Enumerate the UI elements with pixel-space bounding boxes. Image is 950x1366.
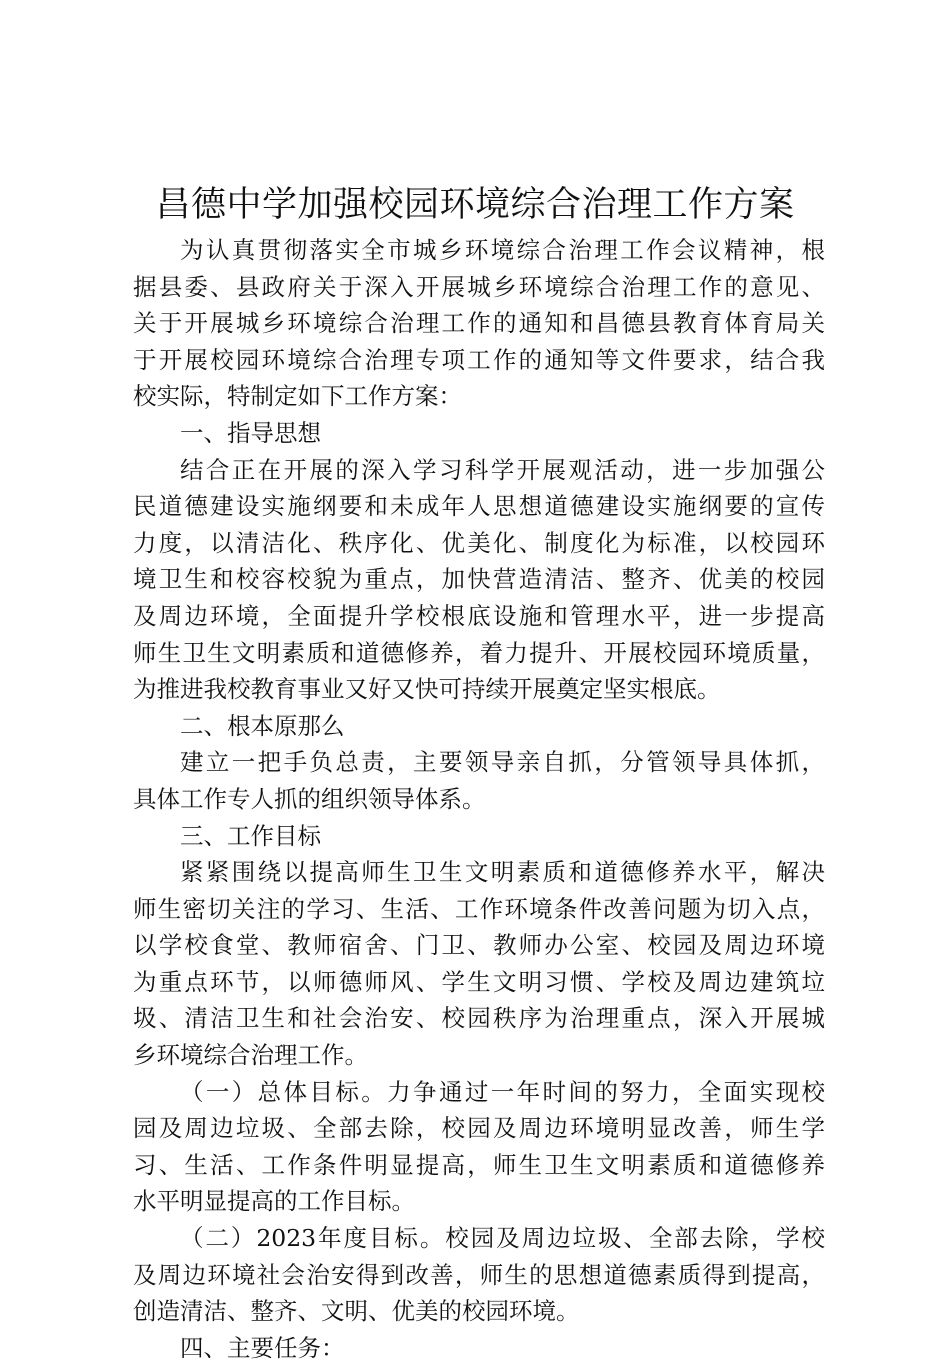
section-heading: 一、指导思想 xyxy=(180,418,321,447)
body-line: 关于开展城乡环境综合治理工作的通知和昌德县教育体育局关 xyxy=(133,309,825,338)
body-line: （一）总体目标。力争通过一年时间的努力，全面实现校 xyxy=(180,1077,825,1106)
body-line: 建立一把手负总责，主要领导亲自抓，分管领导具体抓， xyxy=(180,748,825,777)
body-line: 创造清洁、整齐、文明、优美的校园环境。 xyxy=(133,1297,580,1326)
body-line: 力度，以清洁化、秩序化、优美化、制度化为标准，以校园环 xyxy=(133,528,825,557)
body-line: 境卫生和校容校貌为重点，加快营造清洁、整齐、优美的校园 xyxy=(133,565,825,594)
body-line: 紧紧围绕以提高师生卫生文明素质和道德修养水平，解决 xyxy=(180,858,825,887)
body-line: 结合正在开展的深入学习科学开展观活动，进一步加强公 xyxy=(180,455,825,484)
document-title: 昌德中学加强校园环境综合治理工作方案 xyxy=(155,185,795,225)
body-line: 及周边环境社会治安得到改善，师生的思想道德素质得到提高， xyxy=(133,1260,825,1289)
section-heading: 四、主要任务： xyxy=(180,1333,345,1362)
body-line: 为推进我校教育事业又好又快可持续开展奠定坚实根底。 xyxy=(133,675,721,704)
body-line: 具体工作专人抓的组织领导体系。 xyxy=(133,784,486,813)
section-heading: 二、根本原那么 xyxy=(180,711,345,740)
body-line: 民道德建设实施纲要和未成年人思想道德建设实施纲要的宣传 xyxy=(133,492,825,521)
body-line: （二）2023年度目标。校园及周边垃圾、全部去除，学校 xyxy=(180,1224,825,1253)
body-line: 为认真贯彻落实全市城乡环境综合治理工作会议精神，根 xyxy=(180,236,825,264)
body-line: 乡环境综合治理工作。 xyxy=(133,1041,368,1070)
body-line: 水平明显提高的工作目标。 xyxy=(133,1187,415,1216)
body-line: 为重点环节，以师德师风、学生文明习惯、学校及周边建筑垃 xyxy=(133,967,825,996)
section-heading: 三、工作目标 xyxy=(180,821,321,850)
body-line: 以学校食堂、教师宿舍、门卫、教师办公室、校园及周边环境 xyxy=(133,931,825,960)
body-line: 师生密切关注的学习、生活、工作环境条件改善问题为切入点， xyxy=(133,894,825,923)
body-line: 圾、清洁卫生和社会治安、校园秩序为治理重点，深入开展城 xyxy=(133,1004,825,1033)
body-line: 师生卫生文明素质和道德修养，着力提升、开展校园环境质量， xyxy=(133,638,825,667)
body-line: 及周边环境，全面提升学校根底设施和管理水平，进一步提高 xyxy=(133,601,825,630)
body-line: 园及周边垃圾、全部去除，校园及周边环境明显改善，师生学 xyxy=(133,1114,825,1143)
document-body xyxy=(133,232,825,1366)
body-line: 于开展校园环境综合治理专项工作的通知等文件要求，结合我 xyxy=(133,345,825,374)
body-line: 校实际，特制定如下工作方案： xyxy=(133,382,462,411)
body-line: 习、生活、工作条件明显提高，师生卫生文明素质和道德修养 xyxy=(133,1150,825,1179)
body-line: 据县委、县政府关于深入开展城乡环境综合治理工作的意见、 xyxy=(133,272,825,301)
